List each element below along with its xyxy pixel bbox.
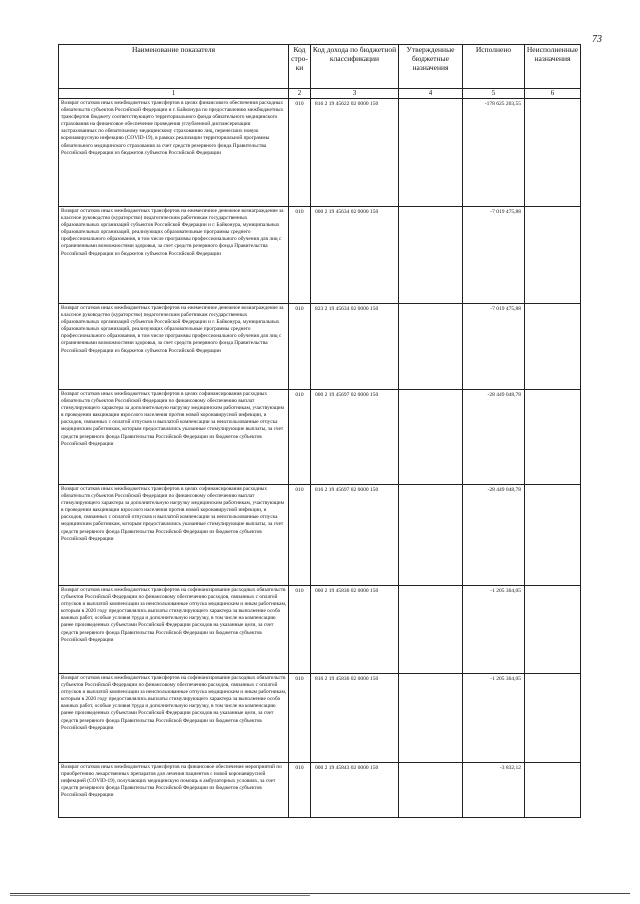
header-approved: Утвержденные бюджетные назначения bbox=[399, 45, 463, 89]
row-line-code: 010 bbox=[289, 207, 311, 304]
row-income-code: 816 2 19 45622 02 0000 150 bbox=[311, 99, 399, 207]
table-row bbox=[59, 304, 581, 390]
header-income-code: Код дохода по бюджетной классификации bbox=[311, 45, 399, 89]
table-row bbox=[59, 763, 581, 818]
row-approved bbox=[399, 485, 463, 586]
table-row bbox=[59, 674, 581, 763]
row-name: Возврат остатков иных межбюджетных трансфертов на софинансирование расходных обязательств субъектов Российской Федерации по финансовому обеспечению расходов, связанных с оплатой отпусков и выплатой компенсации за неиспользованные отпуска медицинским и иным работникам, которым в 2020 году предоставлялись выплаты стимулирующего характера за выполнение особо важных работ, особые условия труда и дополнительную нагрузку, в том числе на компенсацию ранее произведенных субъектами Российской Федерации расходов на указанные цели, за счет средств резервного фонда Правительства Российской Федерации из бюджетов субъектов Российской Федерации bbox=[59, 586, 289, 674]
scan-edge-line bbox=[10, 895, 310, 896]
row-approved bbox=[399, 99, 463, 207]
table-header-row bbox=[59, 45, 581, 89]
row-approved bbox=[399, 763, 463, 818]
row-name: Возврат остатков иных межбюджетных трансфертов на ежемесячное денежное вознаграждение за классное руководство (кураторство) педагогическим работникам государственных образовательных организаций субъектов Российской Федерации и г. Байконура, муниципальных образовательных организаций, реализующих образовательные программы среднего профессионального образования, в том числе программы профессионального обучения для лиц с ограниченными возможностями здоровья, за счет средств резервного фонда Правительства Российской Федерации из бюджетов субъектов Российской Федерации bbox=[59, 304, 289, 390]
row-unexecuted bbox=[525, 304, 581, 390]
row-income-code: 000 2 19 45634 02 0000 150 bbox=[311, 207, 399, 304]
table-row bbox=[59, 485, 581, 586]
row-income-code: 816 2 19 45836 02 0000 150 bbox=[311, 674, 399, 763]
row-income-code: 823 2 19 45634 02 0000 150 bbox=[311, 304, 399, 390]
row-unexecuted bbox=[525, 674, 581, 763]
column-number: 4 bbox=[399, 89, 463, 99]
table-row bbox=[59, 390, 581, 485]
row-name: Возврат остатков иных межбюджетных трансфертов на софинансирование расходных обязательств субъектов Российской Федерации по финансовому обеспечению расходов, связанных с оплатой отпусков и выплатой компенсации за неиспользованные отпуска медицинским и иным работникам, которым в 2020 году предоставлялись выплаты стимулирующего характера за выполнение особо важных работ, особые условия труда и дополнительную нагрузку, в том числе на компенсацию ранее произведенных субъектами Российской Федерации расходов на указанные цели, за счет средств резервного фонда Правительства Российской Федерации из бюджетов субъектов Российской Федерации bbox=[59, 674, 289, 763]
header-executed: Исполнено bbox=[463, 45, 525, 89]
row-name: Возврат остатков иных межбюджетных трансфертов в целях финансового обеспечения расходных обязательств субъектов Российской Федерации и г. Байконура по предоставлению межбюджетных трансфертов бюджету соответствующего территориального фонда обязательного медицинского страхования на финансовое обеспечение проведения углубленной диспансеризации застрахованных по обязательному медицинскому страхованию лиц, перенесших новую коронавирусную инфекцию (COVID-19), в рамках реализации территориальной программы обязательного медицинского страхования за счет средств резервного фонда Правительства Российской Федерации из бюджетов субъектов Российской Федерации bbox=[59, 99, 289, 207]
row-name: Возврат остатков иных межбюджетных трансфертов в целях софинансирования расходных обязательств субъектов Российской Федерации по финансовому обеспечению выплат стимулирующего характера за дополнительную нагрузку медицинским работникам, участвующим в проведении вакцинации взрослого населения против новой коронавирусной инфекции, и расходов, связанных с оплатой отпусков и выплатой компенсации за неиспользованные отпуска медицинским работникам, которым предоставлялись указанные стимулирующие выплаты, за счет средств резервного фонда Правительства Российской Федерации из бюджетов субъектов Российской Федерации bbox=[59, 390, 289, 485]
row-line-code: 010 bbox=[289, 485, 311, 586]
row-income-code: 000 2 19 45843 02 0000 150 bbox=[311, 763, 399, 818]
row-line-code: 010 bbox=[289, 586, 311, 674]
row-executed: -178 625 203,55 bbox=[463, 99, 525, 207]
row-executed: -1 205 364,05 bbox=[463, 674, 525, 763]
column-number: 6 bbox=[525, 89, 581, 99]
page-number: 73 bbox=[592, 34, 602, 45]
row-name: Возврат остатков иных межбюджетных трансфертов на ежемесячное денежное вознаграждение за классное руководство (кураторство) педагогическим работникам государственных образовательных организаций субъектов Российской Федерации и г. Байконура, муниципальных образовательных организаций, реализующих образовательные программы среднего профессионального образования, в том числе программы профессионального обучения для лиц с ограниченными возможностями здоровья, за счет средств резервного фонда Правительства Российской Федерации из бюджетов субъектов Российской Федерации bbox=[59, 207, 289, 304]
row-executed: -3 832,12 bbox=[463, 763, 525, 818]
row-executed: -7 019 475,88 bbox=[463, 207, 525, 304]
row-approved bbox=[399, 390, 463, 485]
header-name: Наименование показателя bbox=[59, 45, 289, 89]
row-unexecuted bbox=[525, 99, 581, 207]
row-income-code: 000 2 19 45697 02 0000 150 bbox=[311, 390, 399, 485]
table-row bbox=[59, 586, 581, 674]
scan-edge-line bbox=[10, 893, 630, 894]
budget-execution-table bbox=[58, 44, 581, 818]
row-income-code: 000 2 19 45836 02 0000 150 bbox=[311, 586, 399, 674]
row-name: Возврат остатков иных межбюджетных трансфертов в целях софинансирования расходных обязательств субъектов Российской Федерации по финансовому обеспечению выплат стимулирующего характера за дополнительную нагрузку медицинским работникам, участвующим в проведении вакцинации взрослого населения против новой коронавирусной инфекции, и расходов, связанных с оплатой отпусков и выплатой компенсации за неиспользованные отпуска медицинским работникам, которым предоставлялись указанные стимулирующие выплаты, за счет средств резервного фонда Правительства Российской Федерации из бюджетов субъектов Российской Федерации bbox=[59, 485, 289, 586]
row-name: Возврат остатков иных межбюджетных трансфертов на финансовое обеспечение мероприятий по приобретению лекарственных препаратов для лечения пациентов с новой коронавирусной инфекцией (COVID-19), получающих медицинскую помощь в амбулаторных условиях, за счет средств резервного фонда Правительства Российской Федерации из бюджетов субъектов Российской Федерации bbox=[59, 763, 289, 818]
row-executed: -7 019 475,88 bbox=[463, 304, 525, 390]
table-row bbox=[59, 207, 581, 304]
row-line-code: 010 bbox=[289, 304, 311, 390]
row-executed: -1 205 364,05 bbox=[463, 586, 525, 674]
row-line-code: 010 bbox=[289, 674, 311, 763]
column-number: 5 bbox=[463, 89, 525, 99]
column-number: 2 bbox=[289, 89, 311, 99]
row-approved bbox=[399, 586, 463, 674]
row-executed: -28 449 048,78 bbox=[463, 485, 525, 586]
row-unexecuted bbox=[525, 586, 581, 674]
column-number: 3 bbox=[311, 89, 399, 99]
header-line-code: Код стро-ки bbox=[289, 45, 311, 89]
table-row bbox=[59, 99, 581, 207]
row-line-code: 010 bbox=[289, 390, 311, 485]
row-unexecuted bbox=[525, 485, 581, 586]
column-number-row bbox=[59, 89, 581, 99]
row-line-code: 010 bbox=[289, 99, 311, 207]
row-income-code: 816 2 19 45697 02 0000 150 bbox=[311, 485, 399, 586]
row-approved bbox=[399, 304, 463, 390]
column-number: 1 bbox=[59, 89, 289, 99]
header-unexecuted: Неисполненные назначения bbox=[525, 45, 581, 89]
row-approved bbox=[399, 207, 463, 304]
row-line-code: 010 bbox=[289, 763, 311, 818]
row-unexecuted bbox=[525, 207, 581, 304]
row-unexecuted bbox=[525, 763, 581, 818]
row-executed: -28 449 048,78 bbox=[463, 390, 525, 485]
row-approved bbox=[399, 674, 463, 763]
row-unexecuted bbox=[525, 390, 581, 485]
